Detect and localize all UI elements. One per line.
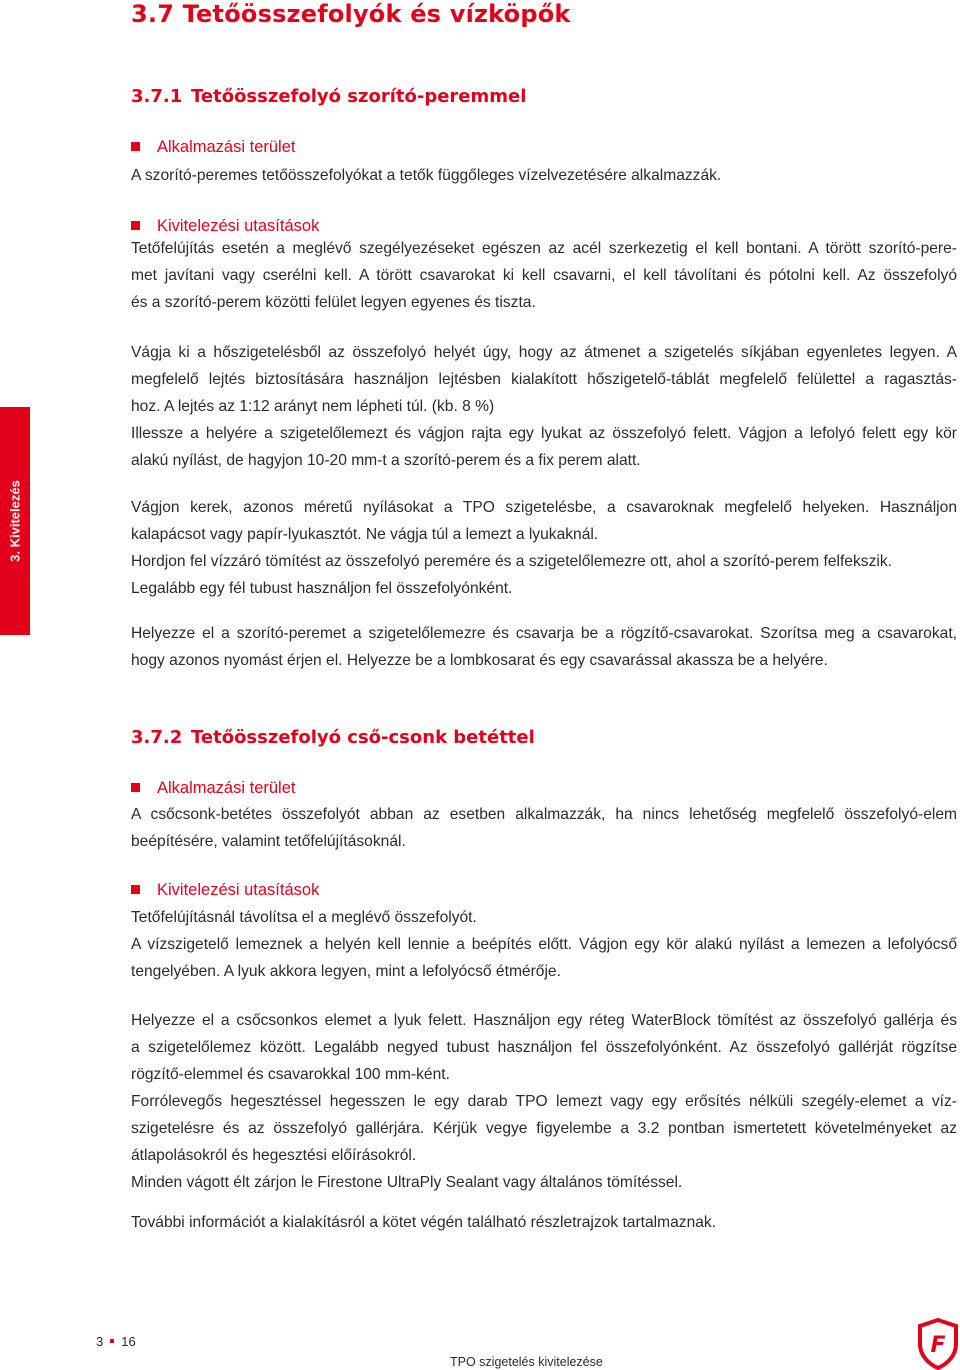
subsection-number: 3.7.2 — [131, 727, 183, 748]
text-line: Minden vágott élt zárjon le Firestone UltraPly Sealant vagy általános tömítéssel. — [131, 1174, 683, 1191]
text-line: Tetőfelújításnál távolítsa el a meglévő összefolyót. — [131, 909, 477, 926]
subsection-title: Tetőösszefolyó szorító-peremmel — [191, 86, 527, 107]
application-text-2 — [131, 801, 957, 855]
footer-title: TPO szigetelés kivitelezése — [450, 1355, 603, 1369]
text-line: Helyezze el a szorító-peremet a szigetelőlemezre és csavarja be a rögzítő-csavarokat. Szorítsa meg a csavarokat, — [131, 625, 957, 642]
text-line: Illessze a helyére a szigetelőlemezt és vágjon rajta egy lyukat az összefolyó felett. Vágjon a lefolyó felett egy kör — [131, 425, 957, 442]
text-line: További információt a kialakításról a kötet végén található részletrajzok tartalmaznak. — [131, 1214, 717, 1231]
text-line: átlapolásokról és hegesztési előírásokról. — [131, 1147, 417, 1164]
text-line: Legalább egy fél tubust használjon fel összefolyónként. — [131, 580, 513, 597]
paragraph-insulation-cut — [131, 339, 957, 474]
instructions-heading-1 — [131, 217, 319, 236]
section-heading: 3.7 Tetőösszefolyók és vízköpők — [131, 0, 571, 28]
text-line: Vágja ki a hőszigetelésből az összefolyó helyét úgy, hogy az átmenet a szigetelés síkjában egyenletes legyen. A — [131, 344, 957, 361]
application-text-1 — [131, 162, 957, 189]
application-heading-2 — [131, 779, 295, 798]
bullet-square-icon — [131, 142, 140, 151]
text-line: hogy azonos nyomást érjen el. Helyezze be a lombkosarat és egy csavarással akassza be a helyére. — [131, 652, 828, 669]
instructions-heading-label: Kivitelezési utasítások — [157, 881, 320, 899]
text-line: beépítésére, valamint tetőfelújításoknál. — [131, 833, 406, 850]
logo-letter: F — [930, 1333, 946, 1358]
chapter-number: 3 — [96, 1334, 104, 1349]
page-number — [96, 1334, 136, 1349]
text-line: A szorító-peremes tetőösszefolyókat a tetők függőleges vízelvezetésére alkalmazzák. — [131, 167, 722, 184]
text-line: Helyezze el a csőcsonkos elemet a lyuk felett. Használjon egy réteg WaterBlock tömítést az összefolyó gallérja és — [131, 1012, 957, 1029]
text-line: Vágjon kerek, azonos méretű nyílásokat a TPO szigetelésbe, a csavaroknak megfelelő helyeken. Használjon — [131, 499, 957, 516]
page-number-value: 16 — [121, 1334, 136, 1349]
paragraph-more-info — [131, 1209, 957, 1236]
instructions-text-2 — [131, 904, 957, 985]
text-line: és a szorító-perem közötti felület legyen egyenes és tiszta. — [131, 294, 536, 311]
text-line: szigetelésre és az összefolyó gallérjára. Kérjük vegye figyelembe a 3.2 pontban ismertetett követelményeket az — [131, 1120, 957, 1137]
firestone-logo-icon — [916, 1318, 960, 1370]
subsection-number: 3.7.1 — [131, 86, 183, 107]
separator-dot — [110, 1339, 114, 1343]
text-line: met javítani vagy cserélni kell. A törött csavarokat ki kell csavarni, el kell távolítani és pótolni kell. Az összefolyó — [131, 267, 957, 284]
instructions-text-1 — [131, 235, 957, 316]
text-line: kalapácsot vagy papír-lyukasztót. Ne vágja túl a lemezt a lyukaknál. — [131, 526, 599, 543]
application-heading-label: Alkalmazási terület — [157, 138, 296, 156]
bullet-square-icon — [131, 221, 140, 230]
paragraph-clamping-ring — [131, 620, 957, 674]
subsection-title: Tetőösszefolyó cső-csonk betéttel — [191, 727, 535, 748]
application-heading-label: Alkalmazási terület — [157, 779, 296, 797]
bullet-square-icon — [131, 885, 140, 894]
text-line: alakú nyílást, de hagyjon 10-20 mm-t a szorító-perem és a fix perem alatt. — [131, 452, 641, 469]
text-line: hoz. A lejtés az 1:12 arányt nem lépheti túl. (kb. 8 %) — [131, 398, 495, 415]
instructions-heading-label: Kivitelezési utasítások — [157, 217, 320, 235]
text-line: A vízszigetelő lemeznek a helyén kell lennie a beépítés előtt. Vágjon egy kör alakú nyílást a lemezen a lefolyócső — [131, 936, 957, 953]
bullet-square-icon — [131, 783, 140, 792]
text-line: Hordjon fel vízzáró tömítést az összefolyó peremére és a szigetelőlemezre ott, ahol a szorító-perem felfekszik. — [131, 553, 892, 570]
text-line: tengelyében. A lyuk akkora legyen, mint a lefolyócső étmérője. — [131, 963, 561, 980]
text-line: Forrólevegős hegesztéssel hegesszen le egy darab TPO lemezt vagy egy erősítés nélküli szegély-elemet a víz- — [131, 1093, 957, 1110]
subsection-heading-2 — [131, 727, 535, 748]
subsection-heading-1 — [131, 86, 526, 107]
paragraph-tpo-holes — [131, 494, 957, 602]
instructions-heading-2 — [131, 881, 319, 900]
text-line: a szigetelőlemez között. Legalább negyed tubust használjon fel összefolyónként. Az összefolyó gallérját rögzítse — [131, 1039, 957, 1056]
side-chapter-label: 3. Kivitelezés — [7, 480, 23, 562]
text-line: rögzítő-elemmel és csavarokkal 100 mm-ként. — [131, 1066, 450, 1083]
text-line: A csőcsonk-betétes összefolyót abban az esetben alkalmazzák, ha nincs lehetőség megfelelő összefolyó-elem — [131, 806, 957, 823]
text-line: Tetőfelújítás esetén a meglévő szegélyezéseket egészen az acél szerkezetig el kell bontani. A törött szorító-pere- — [131, 240, 957, 257]
side-chapter-tab — [0, 407, 30, 635]
text-line: megfelelő lejtés biztosítására használjon lejtésben kialakított hőszigetelő-táblát megfelelő felülettel a ragasztás- — [131, 371, 957, 388]
paragraph-pipe-element — [131, 1007, 957, 1196]
application-heading-1 — [131, 138, 295, 157]
